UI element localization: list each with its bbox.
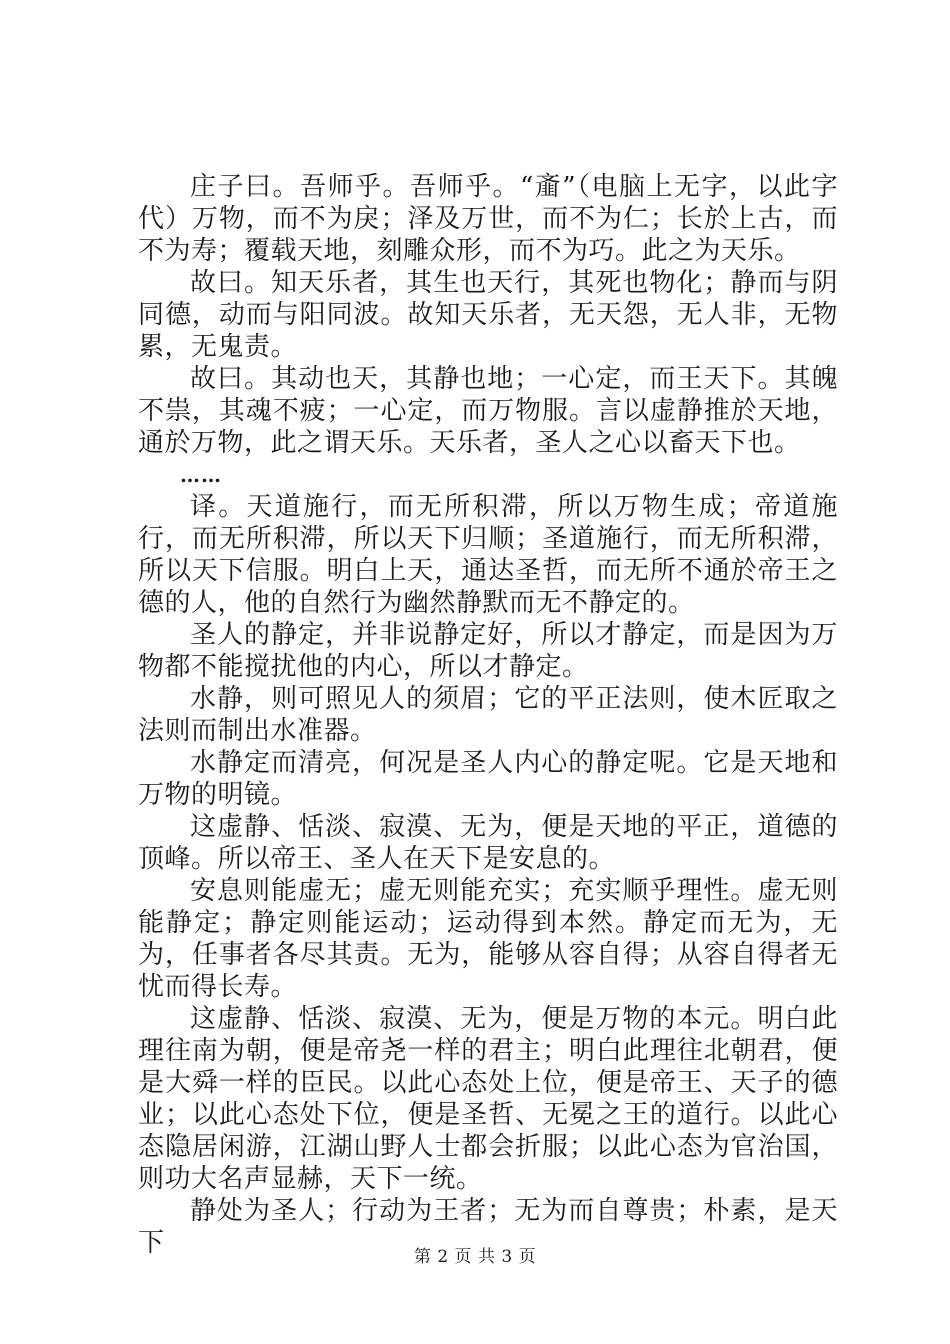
paragraph-4: 译。天道施行，而无所积滞，所以万物生成；帝道施行，而无所积滞，所以天下归顺；圣道施行，而无所积滞，所以天下信服。明白上天，通达圣哲，而无所不通於帝王之德的人，他的自然行为幽然静默而无不静定的。 [138,492,838,618]
page-footer: 第 2 页 共 3 页 [413,1247,537,1267]
paragraph-11: 静处为圣人；行动为王者；无为而自尊贵；朴素，是天下 [138,1196,838,1258]
paragraph-9: 安息则能虚无；虚无则能充实；充实顺乎理性。虚无则能静定；静定则能运动；运动得到本然。静定而无为，无为，任事者各尽其责。无为，能够从容自得；从容自得者无忧而得长寿。 [138,876,838,1002]
paragraph-6: 水静，则可照见人的须眉；它的平正法则，使木匠取之法则而制出水准器。 [138,684,838,746]
paragraph-3: 故曰。其动也天，其静也地；一心定，而王天下。其魄不祟，其魂不疲；一心定，而万物服。言以虚静推於天地，通於万物，此之谓天乐。天乐者，圣人之心以畜天下也。 [138,364,838,458]
ellipsis: …… [180,463,222,487]
paragraph-10: 这虚静、恬淡、寂漠、无为，便是万物的本元。明白此理往南为朝，便是帝尧一样的君主；明白此理往北朝君，便是大舜一样的臣民。以此心态处上位，便是帝王、天子的德业；以此心态处下位，便是圣哲、无冕之王的道行。以此心态隐居闲游，江湖山野人士都会折服；以此心态为官治国，则功大名声显赫，天下一统。 [138,1004,838,1194]
paragraph-2: 故曰。知天乐者，其生也天行，其死也物化；静而与阴同德，动而与阳同波。故知天乐者，无天怨，无人非，无物累，无鬼责。 [138,268,838,362]
body-text [138,171,838,1259]
paragraph-5: 圣人的静定，并非说静定好，所以才静定，而是因为万物都不能搅扰他的内心，所以才静定。 [138,620,838,682]
paragraph-7: 水静定而清亮，何况是圣人内心的静定呢。它是天地和万物的明镜。 [138,748,838,810]
paragraph-1: 庄子曰。吾师乎。吾师乎。“齑”（电脑上无字，以此字代）万物，而不为戾；泽及万世，而不为仁；长於上古，而不为寿；覆载天地，刻雕众形，而不为巧。此之为天乐。 [138,172,838,266]
paragraph-8: 这虚静、恬淡、寂漠、无为，便是天地的平正，道德的顶峰。所以帝王、圣人在天下是安息的。 [138,812,838,874]
